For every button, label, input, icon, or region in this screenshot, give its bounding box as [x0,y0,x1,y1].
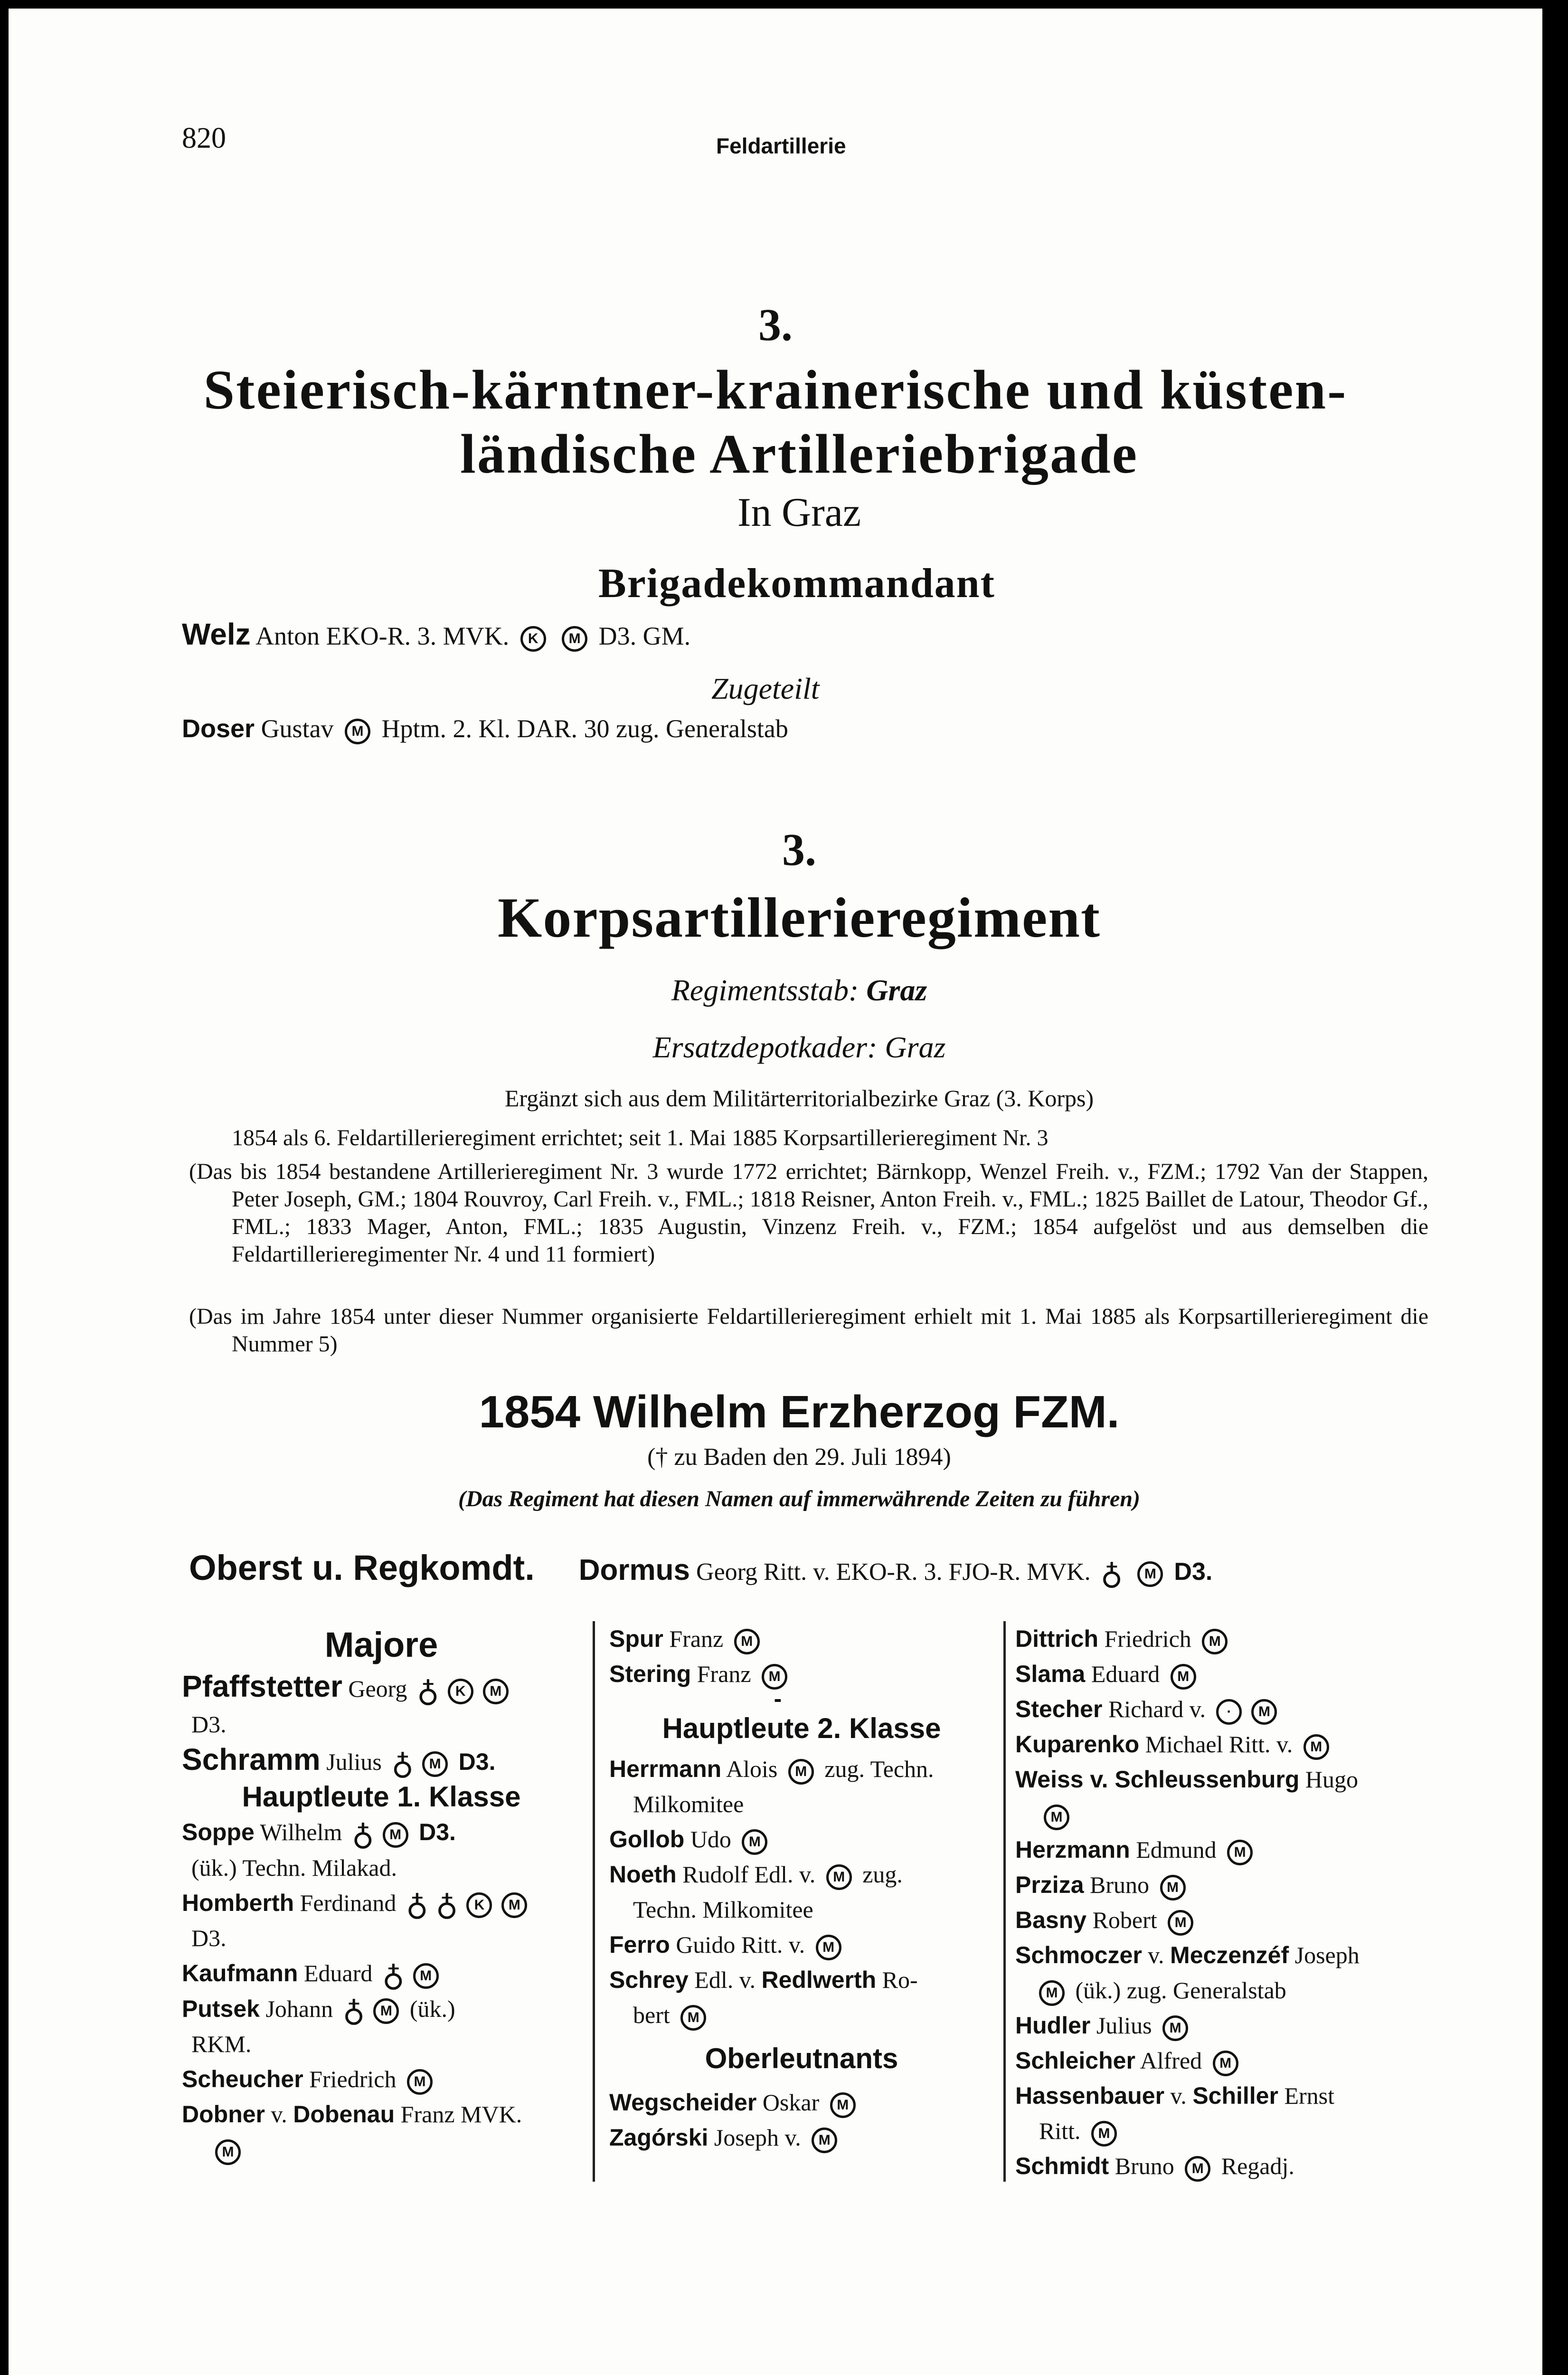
entry-line2: Milkomitee [633,1791,744,1817]
majors-heading: Majore [324,1625,438,1664]
m-order-icon: M [1213,2051,1238,2076]
recruitment-note: Ergänzt sich aus dem Militärterritorialbezirke Graz (3. Korps) [504,1085,1094,1112]
list-item [1015,1656,1424,1691]
m-order-icon: M [1091,2121,1117,2147]
captains-2-heading: Hauptleute 2. Klasse [662,1712,941,1744]
commander-suffix: D3. GM. [598,622,691,650]
entry-tail: zug. [862,1861,903,1888]
entry-name: Spur [609,1625,663,1652]
list-item [1015,1691,1424,1727]
m-order-icon: M [762,1664,787,1690]
merit-cross-icon: ♁ [435,1888,458,1922]
k-order-icon: K [448,1679,473,1704]
list-item [609,1751,994,1786]
entry-line2: Ritt. [1039,2118,1081,2144]
colonel-details: Georg Ritt. v. EKO-R. 3. FJO-R. MVK. [696,1558,1091,1586]
entry-name: Kuparenko [1015,1731,1140,1758]
entry-given: Julius [326,1748,382,1775]
m-order-icon: M [1202,1629,1228,1654]
list-item [1015,1727,1424,1762]
entry-line2: bert [633,2002,670,2028]
m-order-icon: M [788,1759,814,1785]
entry-tail: D3. [419,1819,456,1846]
entry-name: Schmidt [1015,2153,1109,2179]
entry-name: Dittrich [1015,1625,1098,1652]
depot-place: Graz [885,1030,946,1064]
entry-name: Hassenbauer [1015,2082,1165,2109]
entry-name: Schmoczer [1015,1942,1142,1968]
list-item [182,1956,581,1991]
brigade-commander-entry [182,617,690,652]
page [9,9,1542,2375]
entry-given: Friedrich [309,2066,397,2093]
colonel-suffix: D3. [1174,1558,1213,1586]
list-item [182,2062,581,2097]
m-order-icon: M [816,1935,841,1960]
merit-cross-icon: ♁ [1100,1557,1123,1591]
entry-name-2: Schiller [1192,2082,1278,2109]
list-item [1015,1867,1424,1902]
captains-1-heading: Hauptleute 1. Klasse [242,1781,521,1813]
list-item [182,2097,581,2132]
entry-given: Robert [1092,1907,1157,1933]
merit-cross-icon: ♁ [391,1747,414,1781]
list-item [609,1962,994,1997]
entry-tail: (ük.) [409,1995,455,2022]
entry-name: Homberth [182,1889,294,1916]
column-divider-1 [593,1621,595,2182]
list-item [182,1814,581,1850]
colonel-label: Oberst u. Regkomdt. [189,1548,535,1587]
list-item [1015,1762,1424,1797]
entry-name: Wegscheider [609,2089,757,2116]
entry-tail: Ro- [882,1966,918,1993]
regiment-staff [9,973,1568,1008]
list-item [609,1857,994,1892]
entry-given: v. [1148,1942,1164,1968]
entry-name-2: Dobenau [293,2101,395,2128]
entry-given: Michael Ritt. v. [1145,1731,1293,1758]
m-order-icon: M [215,2139,241,2165]
entry-given: Alois [726,1756,778,1782]
list-item [609,1621,994,1656]
entry-name: Herrmann [609,1756,722,1782]
staff-place: Graz [866,973,927,1007]
m-order-icon: M [826,1864,852,1890]
patron-death: († zu Baden den 29. Juli 1894) [647,1444,951,1471]
column-divider-2 [1003,1621,1006,2182]
entry-given: Ferdinand [300,1889,397,1916]
entry-given: Rudolf Edl. v. [682,1861,816,1888]
entry-line2: Techn. Milkomitee [633,1896,813,1923]
patron-note: (Das Regiment hat diesen Namen auf immerwährende Zeiten zu führen) [458,1486,1141,1511]
entry-given: Guido Ritt. v. [676,1931,805,1958]
entry-line2: (ük.) zug. Generalstab [1075,1977,1286,2004]
column-2 [609,1621,994,2155]
m-order-icon: M [383,1822,408,1848]
entry-given: Bruno [1115,2153,1174,2179]
m-order-icon: M [742,1829,767,1855]
entry-name: Schramm [182,1742,321,1776]
entry-name: Noeth [609,1861,677,1888]
entry-given: Udo [690,1826,731,1852]
merit-cross-icon: ♁ [382,1958,405,1993]
brigade-number: 3. [758,299,793,350]
m-order-icon: M [1185,2156,1210,2182]
staff-label: Regimentsstab: [671,973,859,1007]
entry-given: Hugo [1305,1766,1358,1793]
entry-line2: (ük.) Techn. Milakad. [191,1854,397,1881]
m-order-icon: M [345,719,370,744]
entry-given: Friedrich [1104,1625,1191,1652]
column-1 [182,1621,581,2167]
list-item [609,1927,994,1962]
brigade-location: In Graz [737,489,861,535]
regiment-title: Korpsartillerieregiment [497,886,1101,949]
history-para3 [189,1303,1428,1358]
entry-name: Ferro [609,1931,670,1958]
entry-tail: Ernst [1284,2082,1334,2109]
entry-tail: Regadj. [1221,2153,1294,2179]
list-item [1015,2148,1424,2184]
entry-tail: D3. [458,1748,496,1775]
entry-name-2: Redlwerth [761,1966,877,1993]
entry-given: Joseph v. [714,2124,801,2151]
m-order-icon: M [407,2069,433,2095]
list-item [1015,2043,1424,2078]
m-order-icon: M [1304,1734,1329,1760]
entry-tail: Franz MVK. [400,2101,522,2128]
divider-dash: - [774,1685,782,1712]
depot-label: Ersatzdepotkader: [652,1030,878,1064]
brigade-commander-heading: Brigadekommandant [598,560,995,607]
history-text3: (Das im Jahre 1854 unter dieser Nummer organisierte Feldartillerieregiment erhielt mit 1. Mai 1885 als Korpsartillerieregiment die Nummer 5) [189,1304,1428,1357]
m-order-icon: M [1160,1875,1186,1900]
brigade-title-line1: Steierisch-kärntner-krainerische und küsten- [203,359,1348,421]
m-order-icon: M [680,2005,706,2031]
entry-name: Soppe [182,1819,255,1846]
history-para2 [189,1158,1428,1268]
merit-cross-icon: ♁ [351,1817,374,1852]
regiment-patron: 1854 Wilhelm Erzherzog FZM. [479,1387,1120,1437]
decoration-icon: ♁ [406,1888,428,1922]
entry-given: Georg [348,1675,407,1702]
entry-name: Gollob [609,1826,685,1852]
entry-name-2: Meczenzéf [1170,1942,1289,1968]
dot-order-icon: · [1216,1699,1242,1725]
entry-tail: Joseph [1294,1942,1360,1968]
entry-tail: D3. [191,1710,227,1738]
entry-name: Basny [1015,1907,1087,1933]
history-line1: 1854 als 6. Feldartillerieregiment errichtet; seit 1. Mai 1885 Korpsartillerieregiment Nr. 3 [232,1125,1048,1150]
list-item [182,1669,581,1707]
m-order-icon: M [812,2128,837,2153]
entry-given: v. [1170,2082,1187,2109]
entry-name: Scheucher [182,2066,303,2093]
entry-given: Wilhelm [260,1819,342,1846]
list-item [609,1656,994,1691]
m-order-icon: M [830,2092,856,2118]
merit-cross-icon: ♁ [342,1994,365,2028]
entry-tail: D3. [191,1925,227,1952]
entry-name: Slama [1015,1661,1086,1687]
regiment-depot [9,1030,1568,1065]
entry-given: Eduard [1091,1661,1160,1687]
colonel-entry [189,1548,1212,1589]
running-title: Feldartillerie [716,133,846,158]
m-order-icon: M [413,1963,439,1989]
entry-name: Stecher [1015,1696,1103,1722]
m-order-icon: M [483,1679,509,1704]
entry-name: Prziza [1015,1872,1084,1898]
entry-name: Dobner [182,2101,265,2128]
entry-given: Franz [669,1625,724,1652]
entry-given: Bruno [1090,1872,1150,1898]
brigade-title-line2: ländische Artilleriebrigade [460,423,1139,485]
entry-given: Franz [697,1661,751,1687]
m-order-icon: M [1227,1840,1253,1865]
entry-line2: RKM. [191,2031,252,2058]
m-order-icon: M [422,1751,448,1777]
entry-name: Schrey [609,1966,689,1993]
colonel-name: Dormus [578,1554,690,1586]
m-order-icon: M [1039,1980,1065,2006]
entry-given: Richard v. [1108,1696,1206,1722]
list-item [1015,2008,1424,2043]
m-order-icon: M [373,1998,399,2024]
m-order-icon: M [1168,1910,1193,1936]
entry-name: Kaufmann [182,1960,298,1987]
entry-given: Alfred [1140,2047,1202,2074]
commander-details: Anton EKO-R. 3. MVK. [255,622,510,650]
k-order-icon: K [520,626,546,652]
column-3 [1015,1621,1424,2184]
entry-name: Stering [609,1661,691,1687]
m-order-icon: M [1044,1805,1069,1830]
history-text2: (Das bis 1854 bestandene Artillerieregiment Nr. 3 wurde 1772 errichtet; Bärnkopp, Wenzel Freih. v., FZM.; 1792 Van der Stappen, Peter Joseph, GM.; 1804 Rouvroy, Carl Freih. v., FML.; 1818 Reisner, Anton Freih. v., FML.; 1825 Baillet de Latour, Theodor Gf., FML.; 1833 Mager, Anton, FML.; 1835 Augustin, Vinzenz Freih. v., FZM.; 1854 aufgelöst und aus demselben die Feldartillerieregimenter Nr. 4 und 11 formiert) [189,1159,1428,1267]
m-order-icon: M [562,626,587,652]
entry-name: Herzmann [1015,1836,1130,1863]
m-order-icon: M [1137,1561,1163,1587]
entry-given: Edl. v. [694,1966,756,1993]
list-item [1015,2078,1424,2113]
entry-tail: zug. Techn. [824,1756,934,1782]
list-item [1015,1938,1424,1973]
list-item [1015,1832,1424,1867]
assigned-entry [182,714,788,744]
entry-name: Schleicher [1015,2047,1135,2074]
entry-given: v. [271,2101,287,2128]
commander-name: Welz [182,617,251,651]
list-item [1015,1902,1424,1938]
entry-given: Oskar [762,2089,820,2116]
m-order-icon: M [1171,1664,1196,1690]
list-item [1015,1621,1424,1656]
list-item [182,1742,581,1780]
entry-name: Weiss v. Schleussenburg [1015,1766,1300,1793]
merit-cross-icon: ♁ [416,1674,439,1708]
page-number: 820 [182,122,226,154]
assigned-suffix: Hptm. 2. Kl. DAR. 30 zug. Generalstab [381,714,788,743]
lieutenants-heading: Oberleutnants [705,2042,898,2074]
entry-given: Johann [265,1995,333,2022]
m-order-icon: M [1162,2015,1188,2041]
list-item [609,2120,994,2155]
list-item [609,1822,994,1857]
m-order-icon: M [1251,1699,1277,1725]
entry-name: Hudler [1015,2012,1091,2039]
list-item [182,1991,581,2027]
m-order-icon: M [501,1892,527,1918]
assigned-heading: Zugeteilt [711,672,820,705]
list-item [609,2085,994,2120]
assigned-details: Gustav [261,714,334,743]
regiment-number: 3. [782,824,816,875]
entry-given: Edmund [1136,1836,1217,1863]
k-order-icon: K [466,1892,492,1918]
entry-given: Eduard [303,1960,373,1987]
entry-given: Julius [1096,2012,1152,2039]
entry-name: Putsek [182,1995,260,2022]
assigned-name: Doser [182,714,255,743]
entry-name: Zagórski [609,2124,708,2151]
m-order-icon: M [734,1629,760,1654]
list-item [182,1885,581,1921]
entry-name: Pfaffstetter [182,1669,342,1703]
